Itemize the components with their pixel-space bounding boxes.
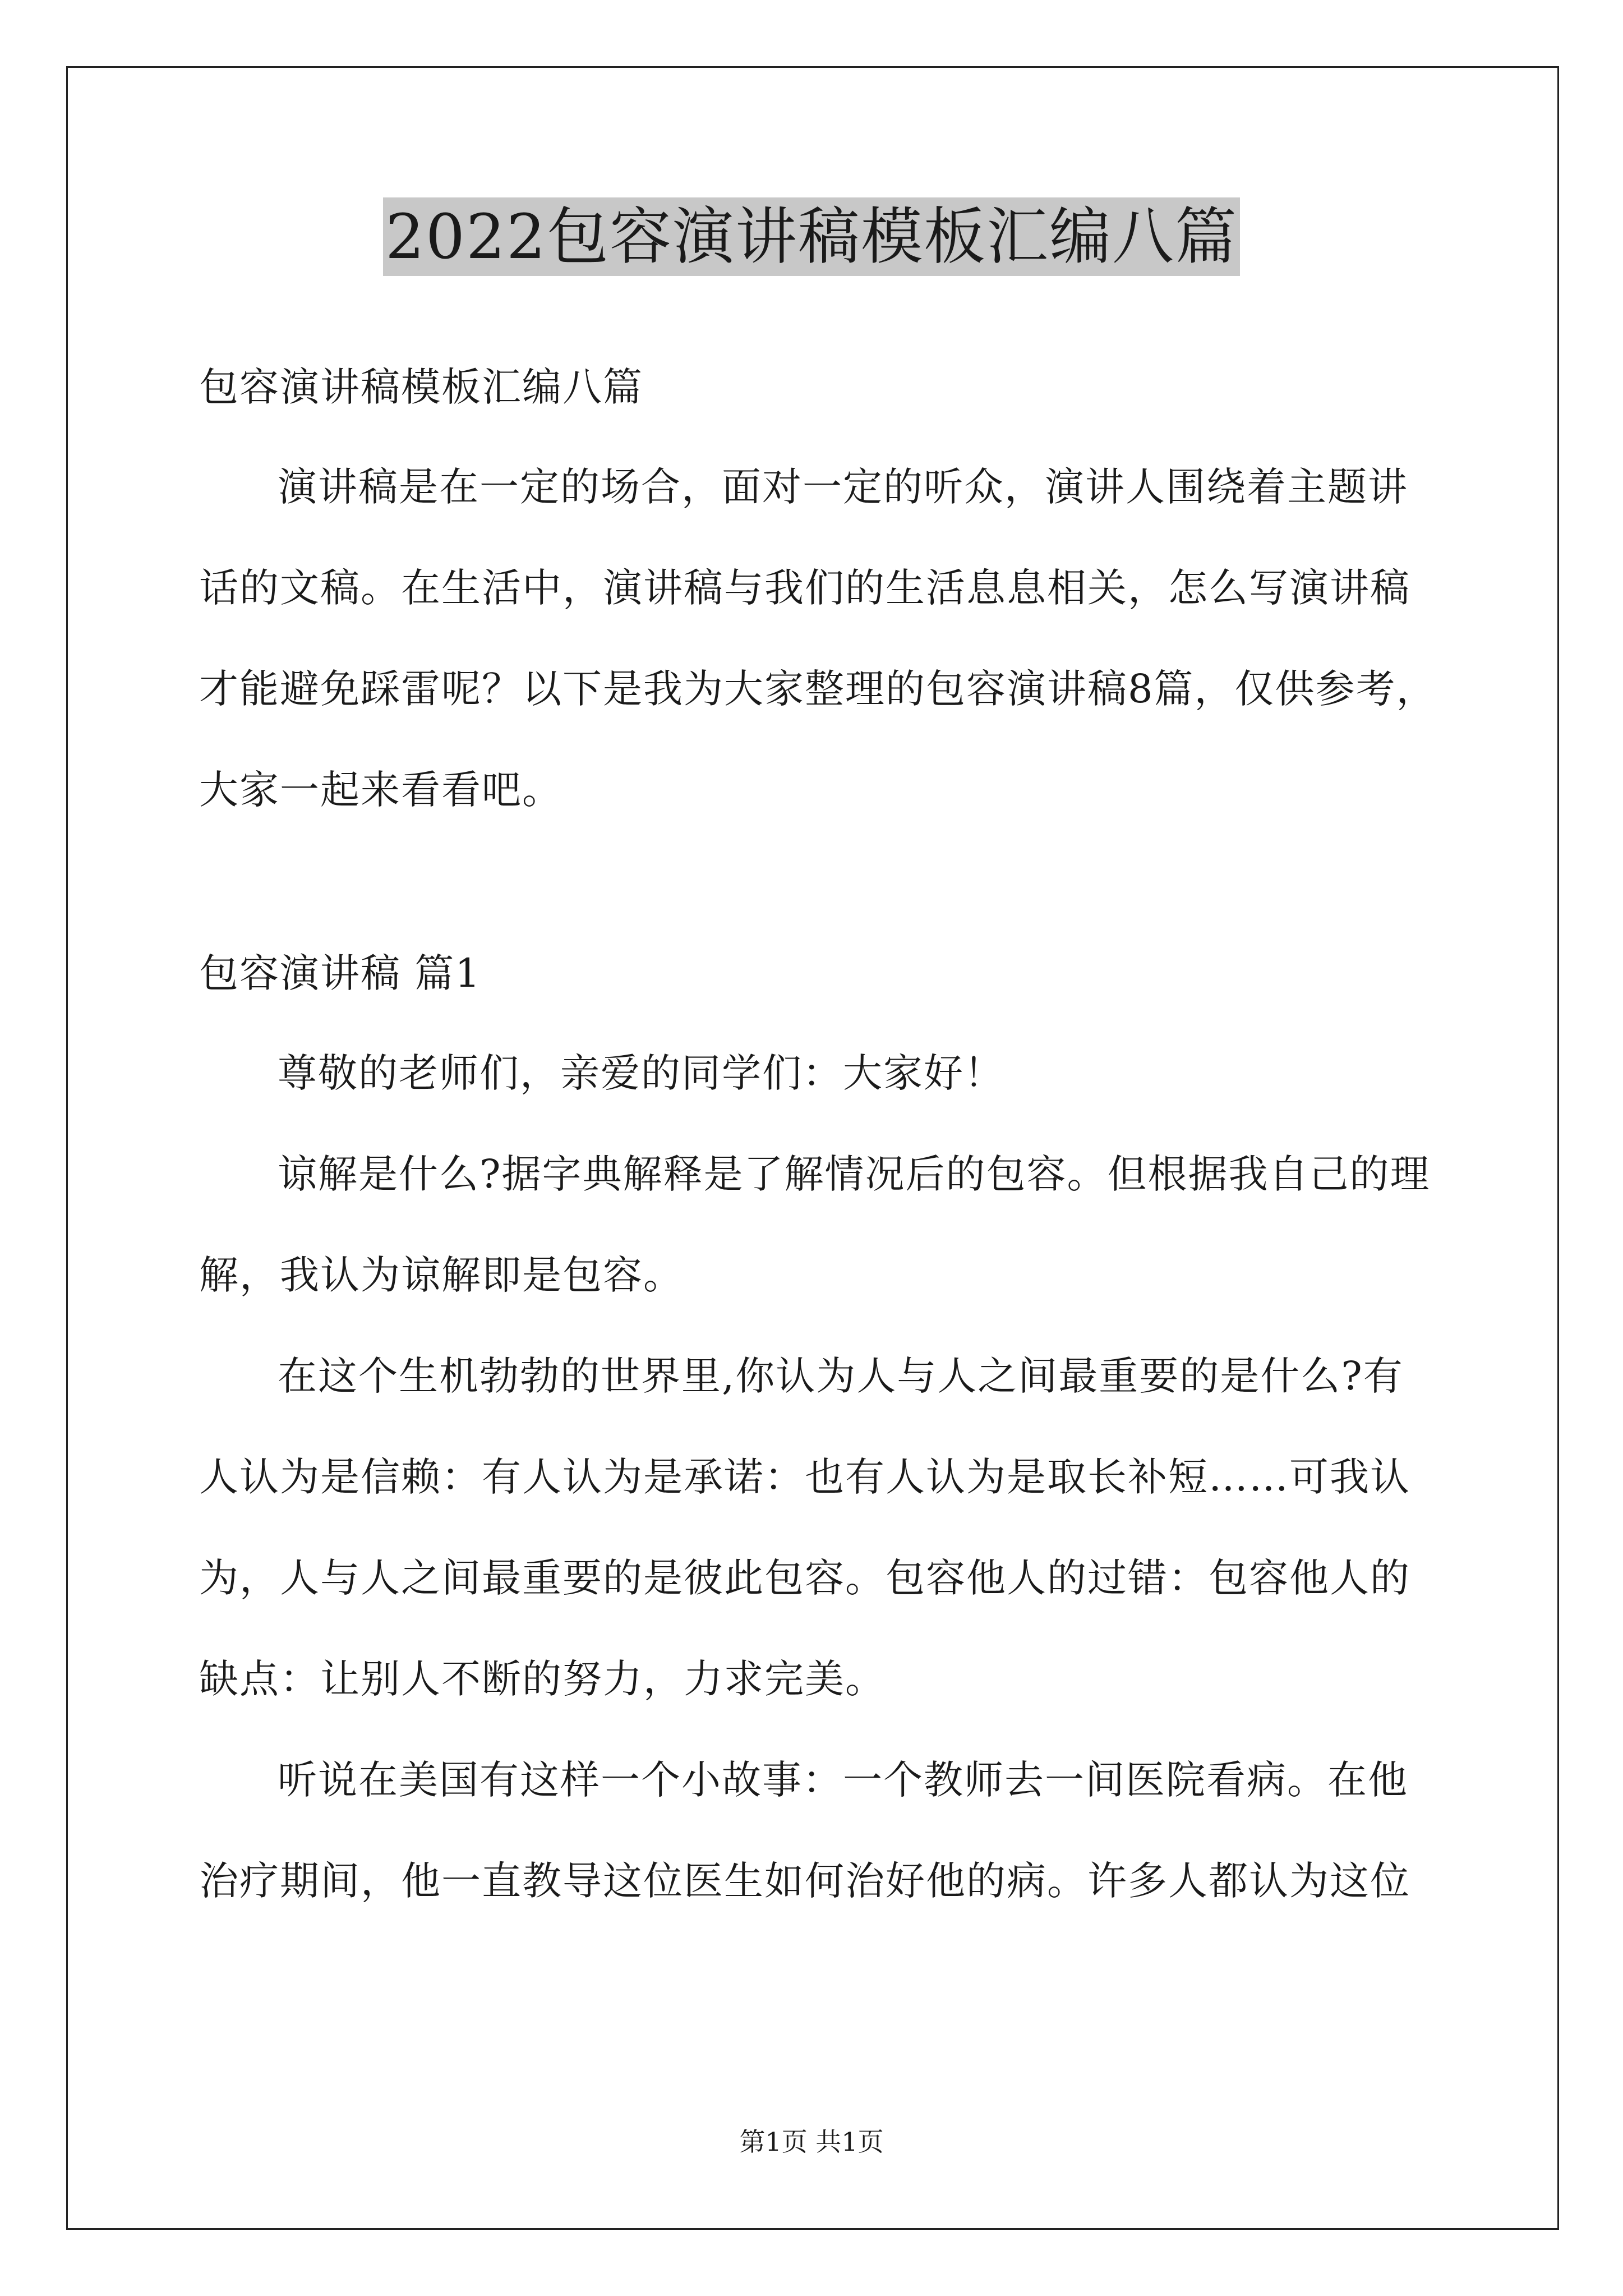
body-line: 听说在美国有这样一个小故事：一个教师去一间医院看病。在他 (278, 1757, 1408, 1803)
body-line: 谅解是什么?据字典解释是了解情况后的包容。但根据我自己的理 (278, 1151, 1431, 1197)
body-line: 人认为是信赖：有人认为是承诺：也有人认为是取长补短……可我认 (199, 1454, 1410, 1500)
body-line: 在这个生机勃勃的世界里,你认为人与人之间最重要的是什么?有 (278, 1353, 1404, 1399)
section-heading: 包容演讲稿 篇1 (199, 950, 481, 996)
intro-line: 大家一起来看看吧。 (199, 767, 562, 813)
intro-line: 话的文稿。在生活中，演讲稿与我们的生活息息相关，怎么写演讲稿 (199, 565, 1410, 611)
subtitle: 包容演讲稿模板汇编八篇 (199, 364, 643, 410)
page-footer: 第1页 共1页 (739, 2127, 884, 2157)
intro-line: 才能避免踩雷呢？以下是我为大家整理的包容演讲稿8篇，仅供参考， (199, 666, 1437, 712)
body-line: 治疗期间，他一直教导这位医生如何治好他的病。许多人都认为这位 (199, 1858, 1410, 1904)
body-line: 解，我认为谅解即是包容。 (199, 1252, 684, 1298)
intro-line: 演讲稿是在一定的场合，面对一定的听众，演讲人围绕着主题讲 (278, 464, 1408, 510)
body-line: 尊敬的老师们，亲爱的同学们：大家好！ (278, 1050, 1004, 1096)
body-line: 为，人与人之间最重要的是彼此包容。包容他人的过错：包容他人的 (199, 1555, 1410, 1601)
document-title: 2022包容演讲稿模板汇编八篇 (383, 197, 1240, 276)
title-container (0, 197, 1623, 276)
body-line: 缺点：让别人不断的努力，力求完美。 (199, 1656, 886, 1702)
